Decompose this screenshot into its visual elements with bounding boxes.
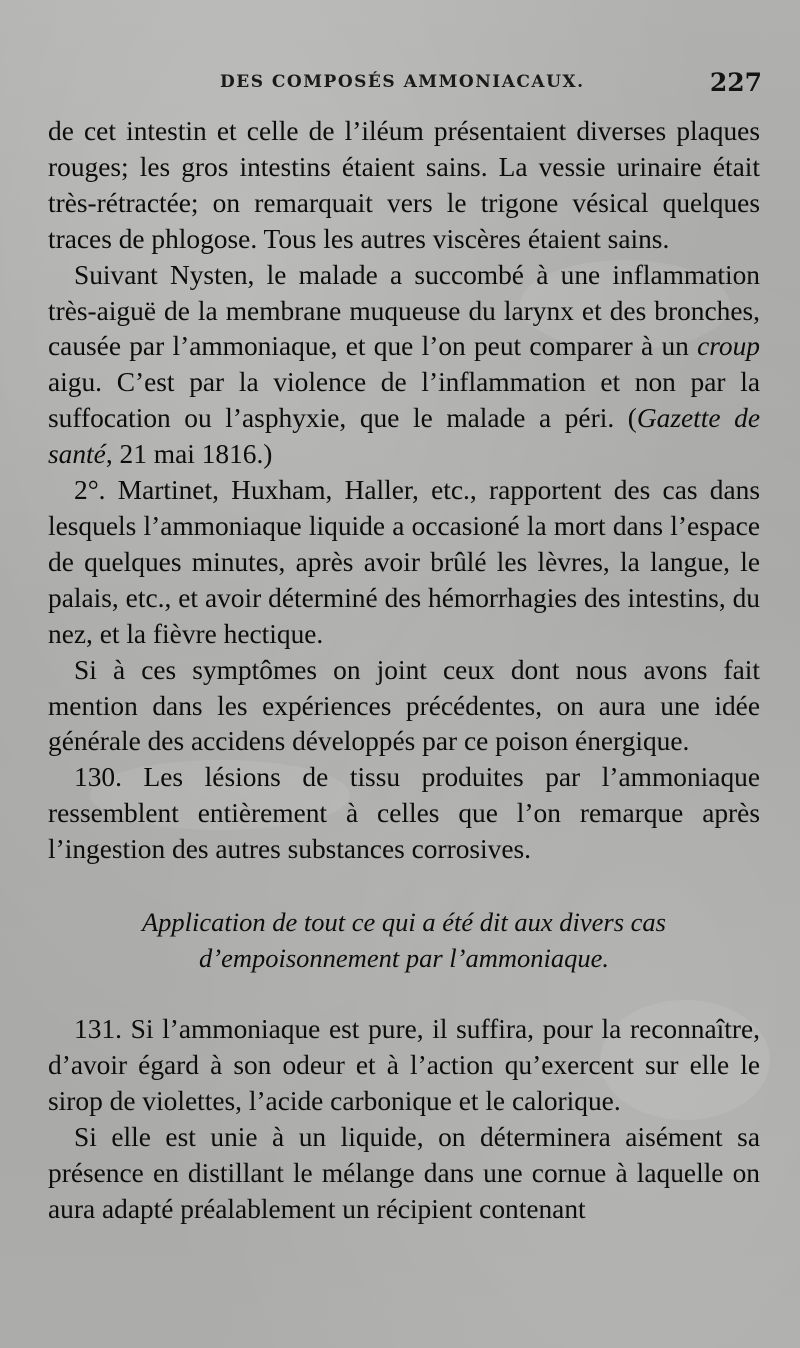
paragraph-continuation: de cet intestin et celle de l’iléum présentaient diverses plaques rouges; les gros intestins étaient sains. La vessie urinaire était très-rétractée; on remarquait vers le trigone vésical quelques traces de phlogose. Tous les autres viscères étaient sains. <box>48 116 760 254</box>
italic-term: croup <box>697 331 760 362</box>
paragraph-text: aigu. C’est par la violence de l’inflammation et non par la suffocation ou l’asphyxie, que le malade a péri. ( <box>48 367 760 434</box>
paragraph-liquid: Si elle est unie à un liquide, on déterminera aisément sa présence en distillant le mélange dans une cornue à laquelle on aura adapté préalablement un récipient contenant <box>48 1121 760 1224</box>
page-number: 227 <box>709 68 762 97</box>
citation-title: Gazette de santé <box>48 403 761 470</box>
body-text <box>48 114 760 1227</box>
citation-date: , 21 mai 1816.) <box>105 439 273 470</box>
running-title: DES COMPOSÉS AMMONIACAUX. <box>220 72 585 92</box>
paragraph-130: 130. Les lésions de tissu produites par l’ammoniaque ressemblent entièrement à celles que l’on remarque après l’ingestion des autres substances corrosives. <box>48 762 760 865</box>
paragraph-nysten <box>48 258 760 473</box>
paragraph-martinet: 2°. Martinet, Huxham, Haller, etc., rapportent des cas dans lesquels l’ammoniaque liquide a occasioné la mort dans l’espace de quelques minutes, après avoir brûlé les lèvres, la langue, le palais, etc., et avoir déterminé des hémorrhagies des intestins, du nez, et la fièvre hectique. <box>48 475 760 649</box>
running-head <box>50 68 762 102</box>
paragraph-text: Suivant Nysten, le malade a succombé à une inflammation très-aiguë de la membrane muqueuse du larynx et des bronches, causée par l’ammoniaque, et que l’on peut comparer à un <box>48 259 760 362</box>
section-heading: Application de tout ce qui a été dit aux divers cas d’empoisonnement par l’ammoniaque. <box>142 907 666 974</box>
paragraph-symptoms: Si à ces symptômes on joint ceux dont nous avons fait mention dans les expériences précédentes, on aura une idée générale des accidens développés par ce poison énergique. <box>48 654 760 757</box>
paragraph-131: 131. Si l’ammoniaque est pure, il suffira, pour la reconnaître, d’avoir égard à son odeur et à l’action qu’exercent sur elle le sirop de violettes, l’acide carbonique et le calorique. <box>48 1014 760 1116</box>
